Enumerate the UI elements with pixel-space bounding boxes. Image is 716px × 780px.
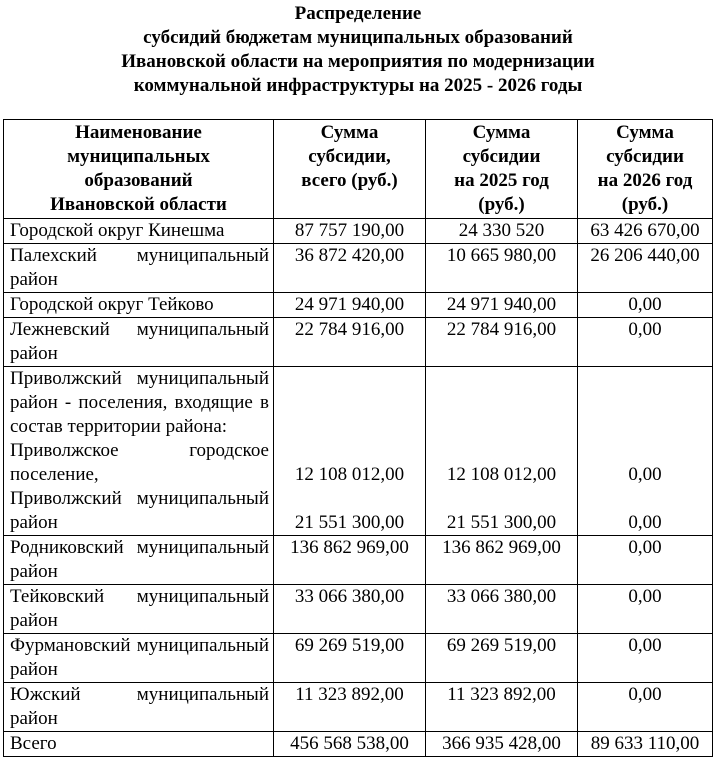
row-total: 136 862 969,00	[274, 536, 426, 585]
group-sub-2025: 12 108 012,00	[446, 464, 557, 485]
row-total: 456 568 538,00	[274, 732, 426, 757]
header-2025-line: на 2025 год	[454, 170, 549, 191]
row-name: Южский муниципальный район	[4, 683, 274, 732]
table-row	[4, 293, 713, 318]
group-heading: Приволжский муниципальный район - поселения, входящие в состав территории района:	[10, 368, 269, 437]
header-2026-line: субсидии	[606, 146, 684, 167]
header-name-line: муниципальных	[67, 146, 210, 167]
header-2025-line: (руб.)	[478, 194, 525, 215]
row-total: 33 066 380,00	[274, 585, 426, 634]
group-heading-2025	[428, 367, 575, 463]
header-2025	[426, 120, 578, 219]
header-name-line: Наименование	[75, 122, 202, 143]
row-2025: 11 323 892,00	[426, 683, 578, 732]
row-2025: 10 665 980,00	[426, 244, 578, 293]
header-2025-line: субсидии	[462, 146, 541, 167]
row-2026: 63 426 670,00	[578, 219, 713, 244]
header-2026-line: (руб.)	[621, 194, 669, 215]
table-row	[4, 219, 713, 244]
row-2025: 136 862 969,00	[426, 536, 578, 585]
header-name-line: Ивановской области	[50, 194, 227, 215]
row-2026: 0,00	[578, 683, 713, 732]
row-total: 69 269 519,00	[274, 634, 426, 683]
row-2025: 24 330 520	[426, 219, 578, 244]
table-row	[4, 536, 713, 585]
row-name: Родниковский муниципальный район	[4, 536, 274, 585]
row-2025: 33 066 380,00	[426, 585, 578, 634]
row-2025: 24 971 940,00	[426, 293, 578, 318]
header-2026-line: Сумма	[616, 122, 674, 143]
row-total: 36 872 420,00	[274, 244, 426, 293]
header-2026-line: на 2026 год	[597, 170, 693, 191]
row-2026: 0,00	[578, 585, 713, 634]
subsidy-table	[3, 119, 713, 757]
row-2026	[578, 367, 713, 536]
row-name: Лежневский муниципальный район	[4, 318, 274, 367]
row-name: Тейковский муниципальный район	[4, 585, 274, 634]
header-total-line: субсидии,	[308, 146, 391, 167]
title-line-3: Ивановской области на мероприятия по модернизации	[121, 51, 595, 72]
header-total	[274, 120, 426, 219]
row-2025: 22 784 916,00	[426, 318, 578, 367]
row-2026: 0,00	[578, 634, 713, 683]
row-2025	[426, 367, 578, 536]
table-row	[4, 683, 713, 732]
header-name-line: образований	[84, 170, 193, 191]
row-2026: 26 206 440,00	[578, 244, 713, 293]
row-total	[274, 367, 426, 536]
group-sub-name: Приволжский муниципальный район	[10, 488, 269, 533]
title-line-2: субсидий бюджетам муниципальных образований	[143, 27, 573, 48]
row-2026: 89 633 110,00	[578, 732, 713, 757]
header-total-line: Сумма	[320, 122, 379, 143]
row-2026: 0,00	[578, 536, 713, 585]
group-sub-2026: 0,00	[628, 512, 662, 533]
row-total: 87 757 190,00	[274, 219, 426, 244]
group-heading-total	[276, 367, 423, 463]
row-total: 24 971 940,00	[274, 293, 426, 318]
group-sub-2026: 0,00	[628, 464, 662, 485]
row-total: 22 784 916,00	[274, 318, 426, 367]
row-name: Фурмановский муниципальный район	[4, 634, 274, 683]
row-name: Всего	[4, 732, 274, 757]
table-row	[4, 585, 713, 634]
group-heading-2026	[580, 367, 710, 463]
header-name	[4, 120, 274, 219]
title-line-1: Распределение	[294, 3, 422, 24]
row-name: Городской округ Тейково	[4, 293, 274, 318]
header-total-line: всего (руб.)	[301, 170, 398, 191]
table-header-row	[4, 120, 713, 219]
group-sub-total: 21 551 300,00	[294, 512, 405, 533]
row-2026: 0,00	[578, 318, 713, 367]
group-sub-total: 12 108 012,00	[294, 464, 405, 485]
document-title	[0, 0, 716, 98]
table-row-group	[4, 367, 713, 536]
row-2026: 0,00	[578, 293, 713, 318]
row-name: Палехский муниципальный район	[4, 244, 274, 293]
table-row	[4, 634, 713, 683]
row-2025: 69 269 519,00	[426, 634, 578, 683]
row-total: 11 323 892,00	[274, 683, 426, 732]
row-name: Городской округ Кинешма	[4, 219, 274, 244]
table-row	[4, 318, 713, 367]
table-row-total	[4, 732, 713, 757]
header-2025-line: Сумма	[472, 122, 531, 143]
table-row	[4, 244, 713, 293]
row-2025: 366 935 428,00	[426, 732, 578, 757]
header-2026	[578, 120, 713, 219]
group-sub-2025: 21 551 300,00	[446, 512, 557, 533]
group-sub-name: Приволжское городское поселение,	[10, 440, 269, 485]
title-line-4: коммунальной инфраструктуры на 2025 - 2026 годы	[133, 75, 583, 96]
row-name	[4, 367, 274, 536]
